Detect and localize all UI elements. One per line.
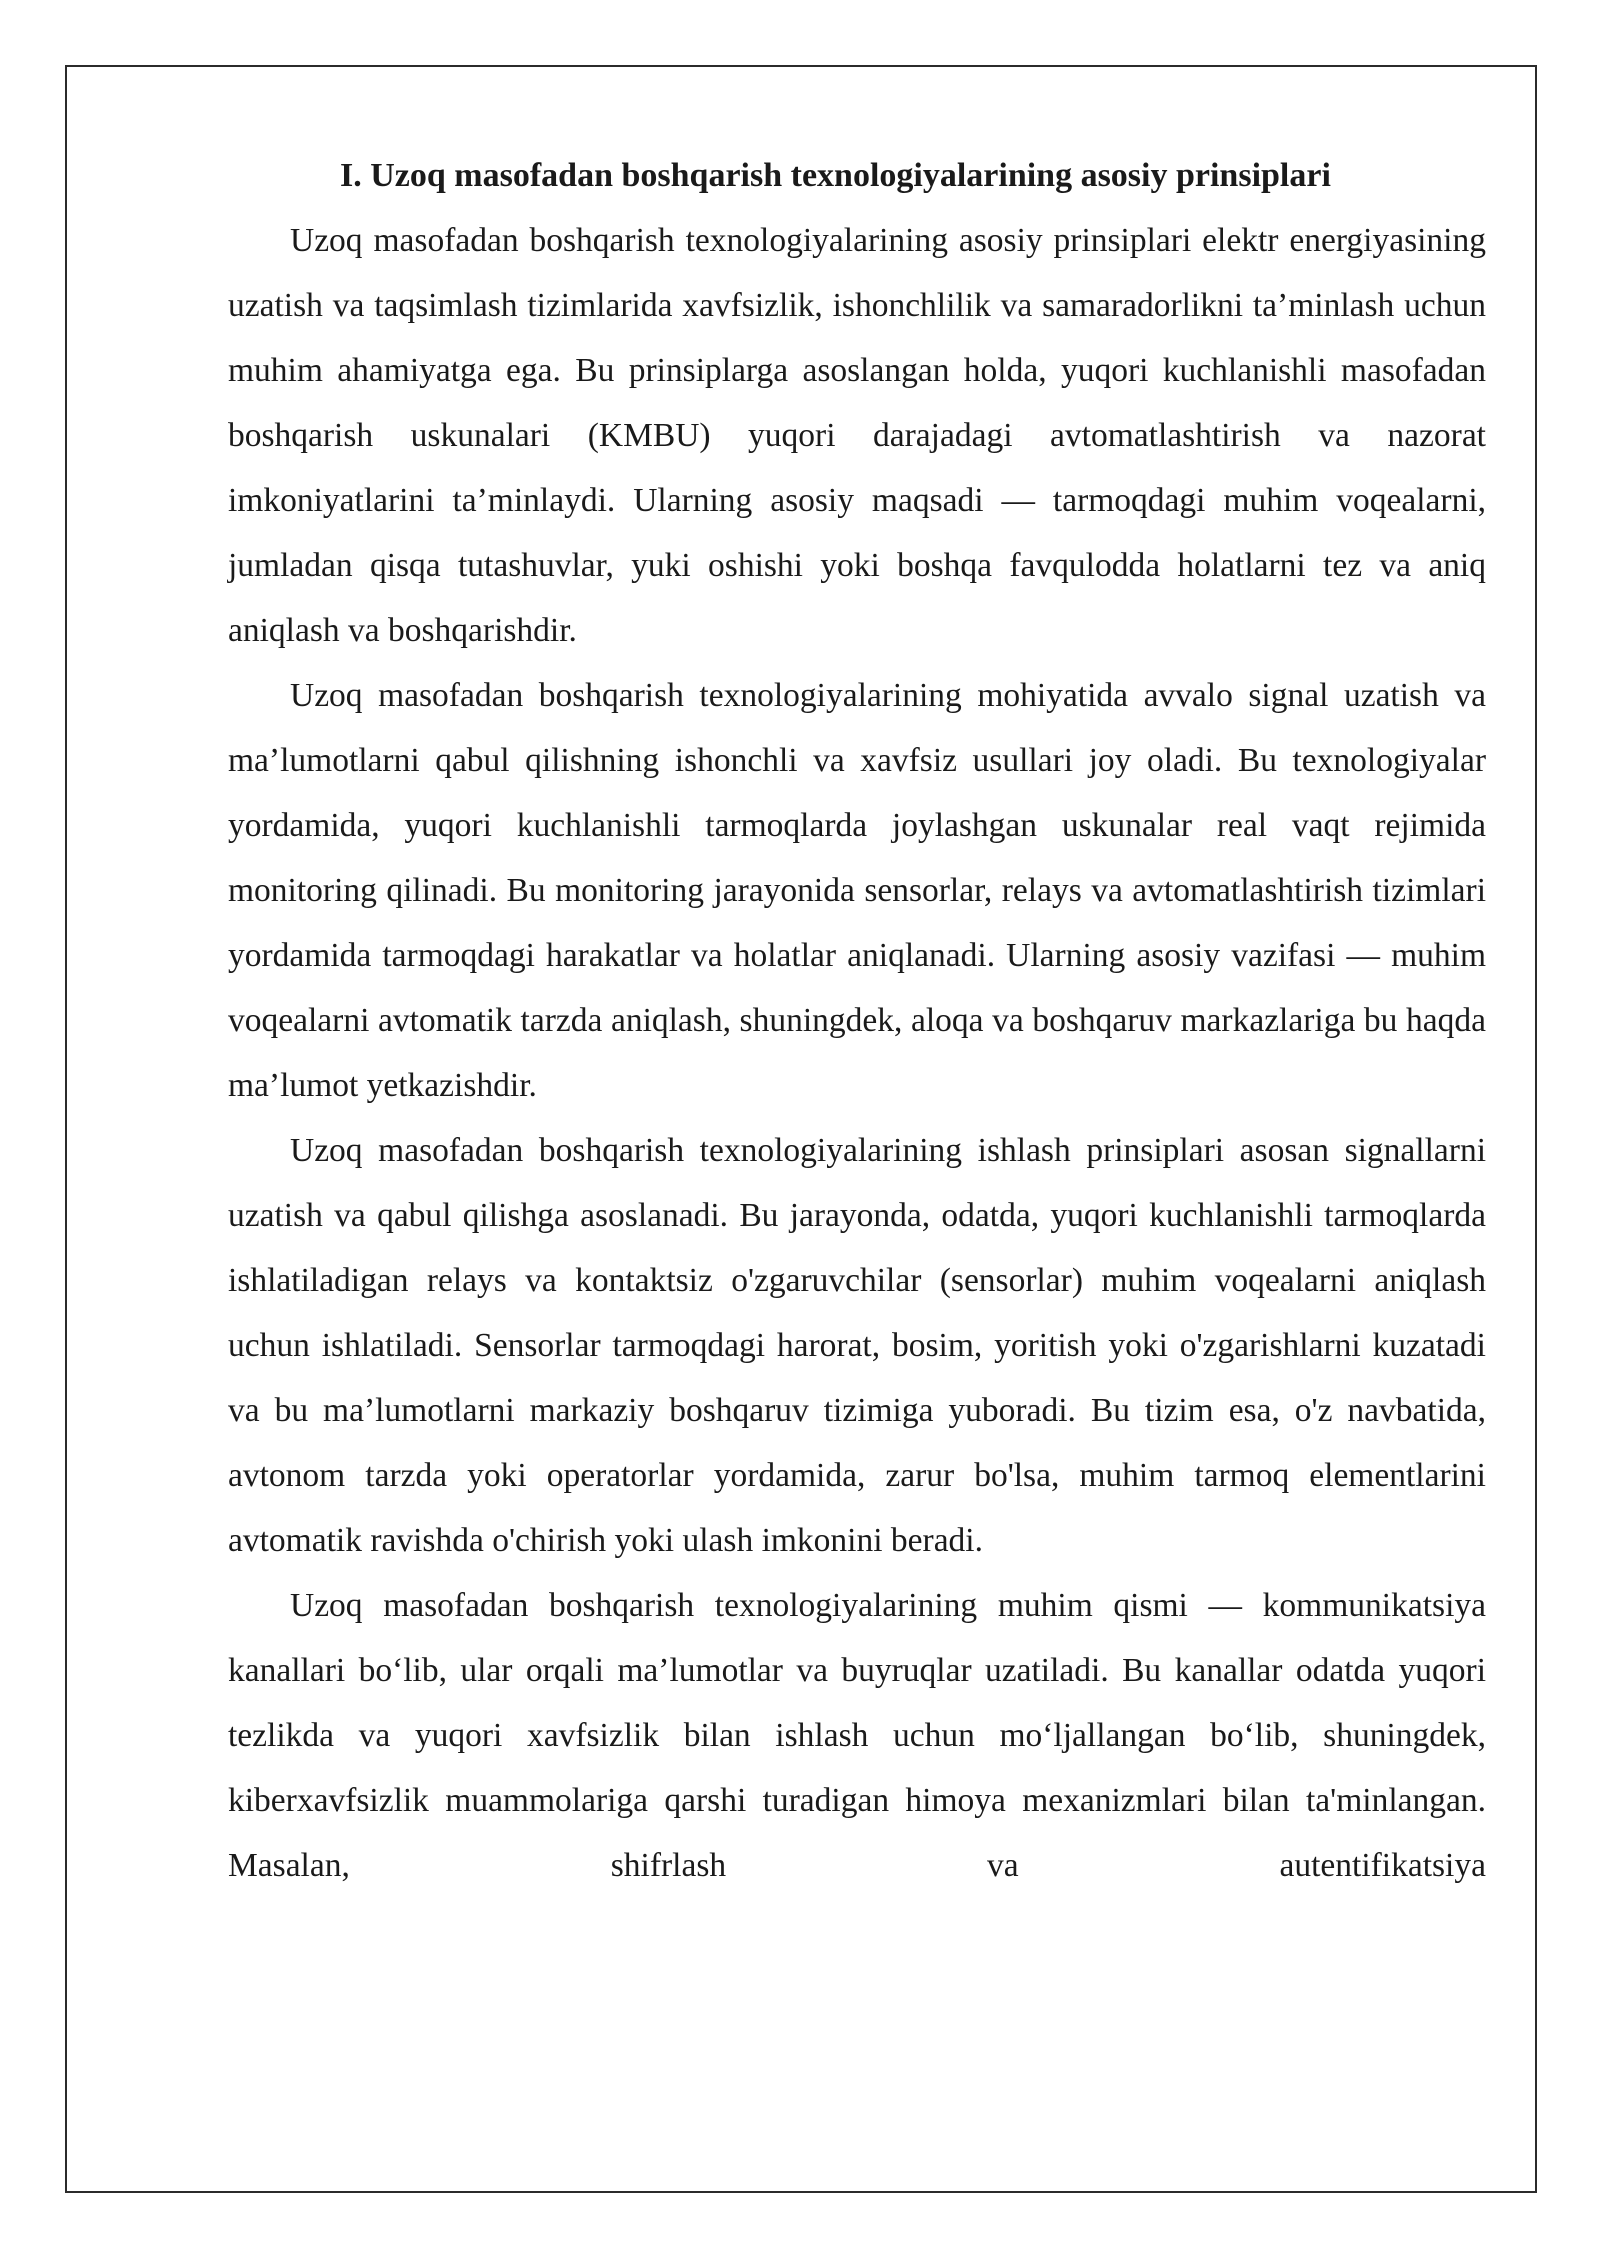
paragraph-4: Uzoq masofadan boshqarish texnologiyalarining muhim qismi — kommunikatsiya kanallari bo‘lib, ular orqali ma’lumotlar va buyruqlar uzatiladi. Bu kanallar odatda yuqori tezlikda va yuqori xavfsizlik bilan ishlash uchun mo‘ljallangan bo‘lib, shuningdek, kiberxavfsizlik muammolariga qarshi turadigan himoya mexanizmlari bilan ta'minlangan. Masalan, shifrlash va autentifikatsiya [228, 1587, 1486, 1884]
paragraph-1: Uzoq masofadan boshqarish texnologiyalarining asosiy prinsiplari elektr energiyasining uzatish va taqsimlash tizimlarida xavfsizlik, ishonchlilik va samaradorlikni ta’minlash uchun muhim ahamiyatga ega. Bu prinsiplarga asoslangan holda, yuqori kuchlanishli masofadan boshqarish uskunalari (KMBU) yuqori darajadagi avtomatlashtirish va nazorat imkoniyatlarini ta’minlaydi. Ularning asosiy maqsadi — tarmoqdagi muhim voqealarni, jumladan qisqa tutashuvlar, yuki oshishi yoki boshqa favqulodda holatlarni tez va aniq aniqlash va boshqarishdir. [228, 222, 1486, 649]
paragraph-3: Uzoq masofadan boshqarish texnologiyalarining ishlash prinsiplari asosan signallarni uzatish va qabul qilishga asoslanadi. Bu jarayonda, odatda, yuqori kuchlanishli tarmoqlarda ishlatiladigan relays va kontaktsiz o'zgaruvchilar (sensorlar) muhim voqealarni aniqlash uchun ishlatiladi. Sensorlar tarmoqdagi harorat, bosim, yoritish yoki o'zgarishlarni kuzatadi va bu ma’lumotlarni markaziy boshqaruv tizimiga yuboradi. Bu tizim esa, o'z navbatida, avtonom tarzda yoki operatorlar yordamida, zarur bo'lsa, muhim tarmoq elementlarini avtomatik ravishda o'chirish yoki ulash imkonini beradi. [228, 1132, 1486, 1559]
section-heading: I. Uzoq masofadan boshqarish texnologiyalarining asosiy prinsiplari [340, 157, 1331, 194]
document-body [228, 143, 1486, 1898]
paragraph-2: Uzoq masofadan boshqarish texnologiyalarining mohiyatida avvalo signal uzatish va ma’lumotlarni qabul qilishning ishonchli va xavfsiz usullari joy oladi. Bu texnologiyalar yordamida, yuqori kuchlanishli tarmoqlarda joylashgan uskunalar real vaqt rejimida monitoring qilinadi. Bu monitoring jarayonida sensorlar, relays va avtomatlashtirish tizimlari yordamida tarmoqdagi harakatlar va holatlar aniqlanadi. Ularning asosiy vazifasi — muhim voqealarni avtomatik tarzda aniqlash, shuningdek, aloqa va boshqaruv markazlariga bu haqda ma’lumot yetkazishdir. [228, 677, 1486, 1104]
